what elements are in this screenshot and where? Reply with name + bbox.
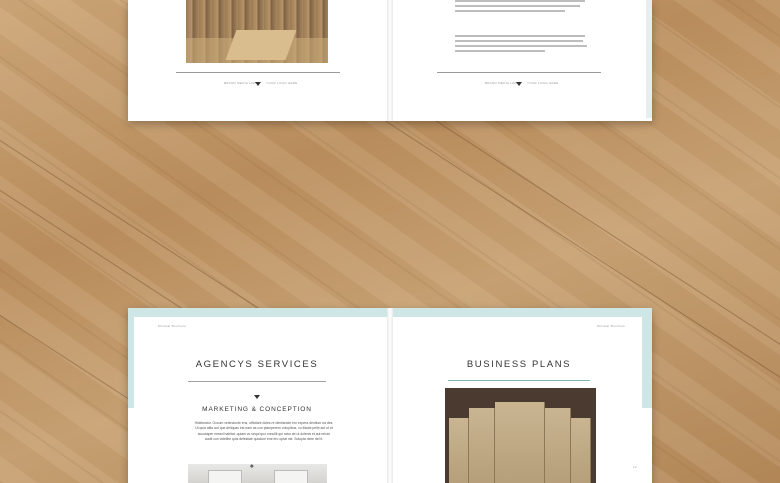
top-right-footer-left-text: BRAND MEDIA LIMIT [485,81,520,85]
wardrobe-photo [445,388,596,483]
business-plans-title: BUSINESS PLANS [466,359,572,370]
agencys-services-title: AGENCYS SERVICES [195,359,319,370]
top-brochure-spread [128,0,652,121]
wardrobe-panel [469,408,495,483]
top-left-page [128,0,390,121]
bottom-brochure-spread [128,308,652,483]
services-body-text: Hictibeatur. Occum velendunte ens, officilant doles re dentianide ero expera dentium ea des. Ut quia alfia aut que deliquas est eam as con plamperero volupibus, vo illaute pelle aut ut et accusaper nesed habitat, quiam vo sequi quo conullit qui ratur ab ut dolenis et aut rerum audit con videlibe quis delestiae quodum ene ero optat mir. Solupta nime del it. [194,421,334,441]
room-window [274,470,308,483]
title-underline [188,381,326,382]
text-line [455,45,587,47]
triangle-logo-icon [255,82,261,86]
top-right-edge-accent [646,0,652,118]
wardrobe-panel [495,402,545,483]
left-page-header: Minimal Brochure [158,324,187,328]
room-window [208,470,242,483]
text-line [455,50,545,52]
text-line [455,0,585,2]
wardrobe-panel [545,408,571,483]
title-underline [448,380,590,381]
triangle-logo-icon [254,395,260,399]
text-line [455,5,580,7]
top-right-footer-right-text: YOUR LOGO HERE [527,81,559,85]
triangle-logo-icon [516,82,522,86]
top-right-footer-rule [437,72,601,73]
marketing-conception-subtitle: MARKETING & CONCEPTION [202,406,312,413]
top-left-footer-left-text: BRAND MEDIA LIMIT [224,81,259,85]
text-line [455,40,583,42]
page-number: 12 [633,465,637,469]
bottom-right-edge-accent [642,308,652,408]
bottom-right-page [393,317,642,483]
room-photo [188,464,327,483]
closet-photo [186,0,328,63]
top-right-page [393,0,652,121]
text-line [455,35,585,37]
top-left-footer-rule [176,72,340,73]
top-left-footer-right-text: YOUR LOGO HERE [266,81,298,85]
wardrobe-panel [449,418,469,483]
chandelier-icon: ♠ [250,463,254,470]
closet-island [226,30,297,60]
right-page-header: Minimal Brochure [597,324,626,328]
wardrobe-panel [571,418,591,483]
bottom-left-page [134,317,387,483]
text-line [455,10,565,12]
